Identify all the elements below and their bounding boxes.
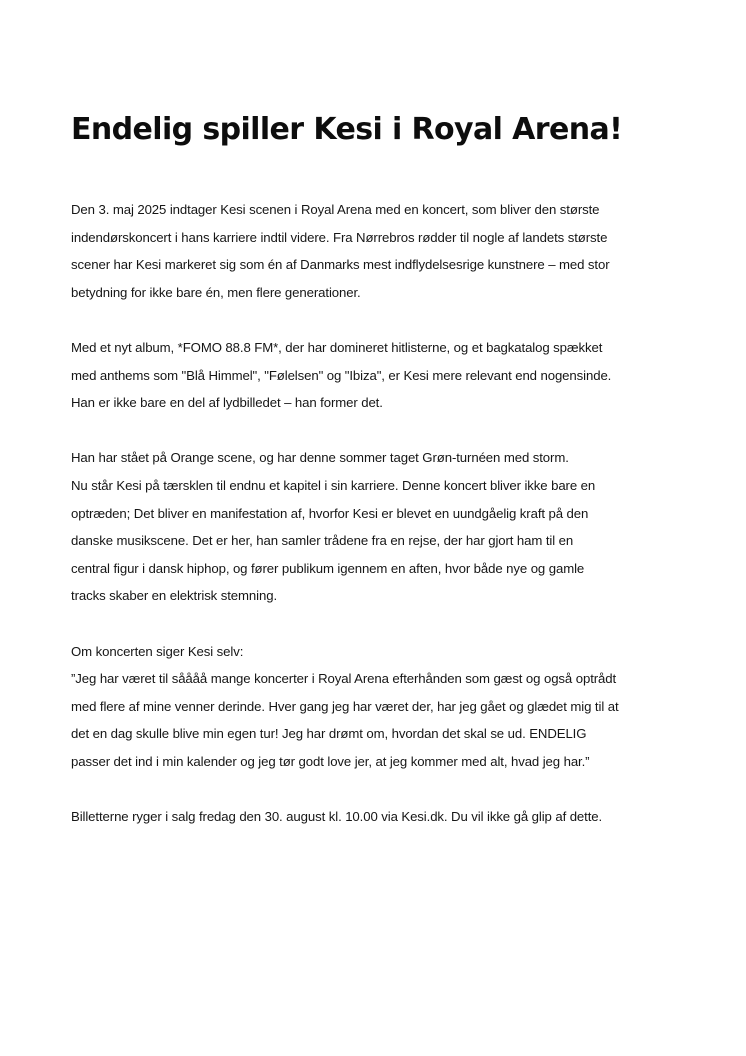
text-line: med anthems som "Blå Himmel", "Følelsen" og "Ibiza", er Kesi mere relevant end nogensinde. [71,367,612,383]
paragraph-tickets [71,803,681,831]
text-line: tracks skaber en elektrisk stemning. [71,588,278,604]
text-line: central figur i dansk hiphop, og fører publikum igennem en aften, hvor både nye og gamle [71,560,585,576]
text-line: scener har Kesi markeret sig som én af Danmarks mest indflydelsesrige kunstnere – med stor [71,257,610,273]
text-line: betydning for ikke bare én, men flere generationer. [71,284,361,300]
text-line: med flere af mine venner derinde. Hver gang jeg har været der, har jeg gået og glædet mig til at [71,698,619,714]
text-line: danske musikscene. Det er her, han samler trådene fra en rejse, der har gjort ham til en [71,533,574,549]
text-line: det en dag skulle blive min egen tur! Jeg har drømt om, hvordan det skal se ud. ENDELIG [71,726,587,742]
text-line: Med et nyt album, *FOMO 88.8 FM*, der har domineret hitlisterne, og et bagkatalog spækket [71,339,603,355]
text-line: optræden; Det bliver en manifestation af, hvorfor Kesi er blevet en uundgåelig kraft på den [71,505,589,521]
text-line: Han har stået på Orange scene, og har denne sommer taget Grøn-turnéen med storm. [71,450,569,466]
text-line: Billetterne ryger i salg fredag den 30. august kl. 10.00 via Kesi.dk. Du vil ikke gå glip af dette. [71,809,603,825]
paragraph-quote [71,638,681,776]
text-line: Nu står Kesi på tærsklen til endnu et kapitel i sin karriere. Denne koncert bliver ikke bare en [71,477,596,493]
article-title: Endelig spiller Kesi i Royal Arena! [71,112,623,147]
text-line: ”Jeg har været til såååå mange koncerter i Royal Arena efterhånden som gæst og også optrådt [71,671,617,687]
text-line: passer det ind i min kalender og jeg tør godt love jer, at jeg kommer med alt, hvad jeg har.” [71,753,590,769]
article-body [71,196,681,858]
text-line: Den 3. maj 2025 indtager Kesi scenen i Royal Arena med en koncert, som bliver den største [71,202,600,217]
paragraph-album [71,334,681,417]
paragraph-intro [71,196,681,306]
text-line: Han er ikke bare en del af lydbilledet – han former det. [71,395,383,411]
paragraph-concert [71,444,681,610]
text-line: Om koncerten siger Kesi selv: [71,643,244,659]
text-line: indendørskoncert i hans karriere indtil videre. Fra Nørrebros rødder til nogle af landets største [71,229,608,245]
